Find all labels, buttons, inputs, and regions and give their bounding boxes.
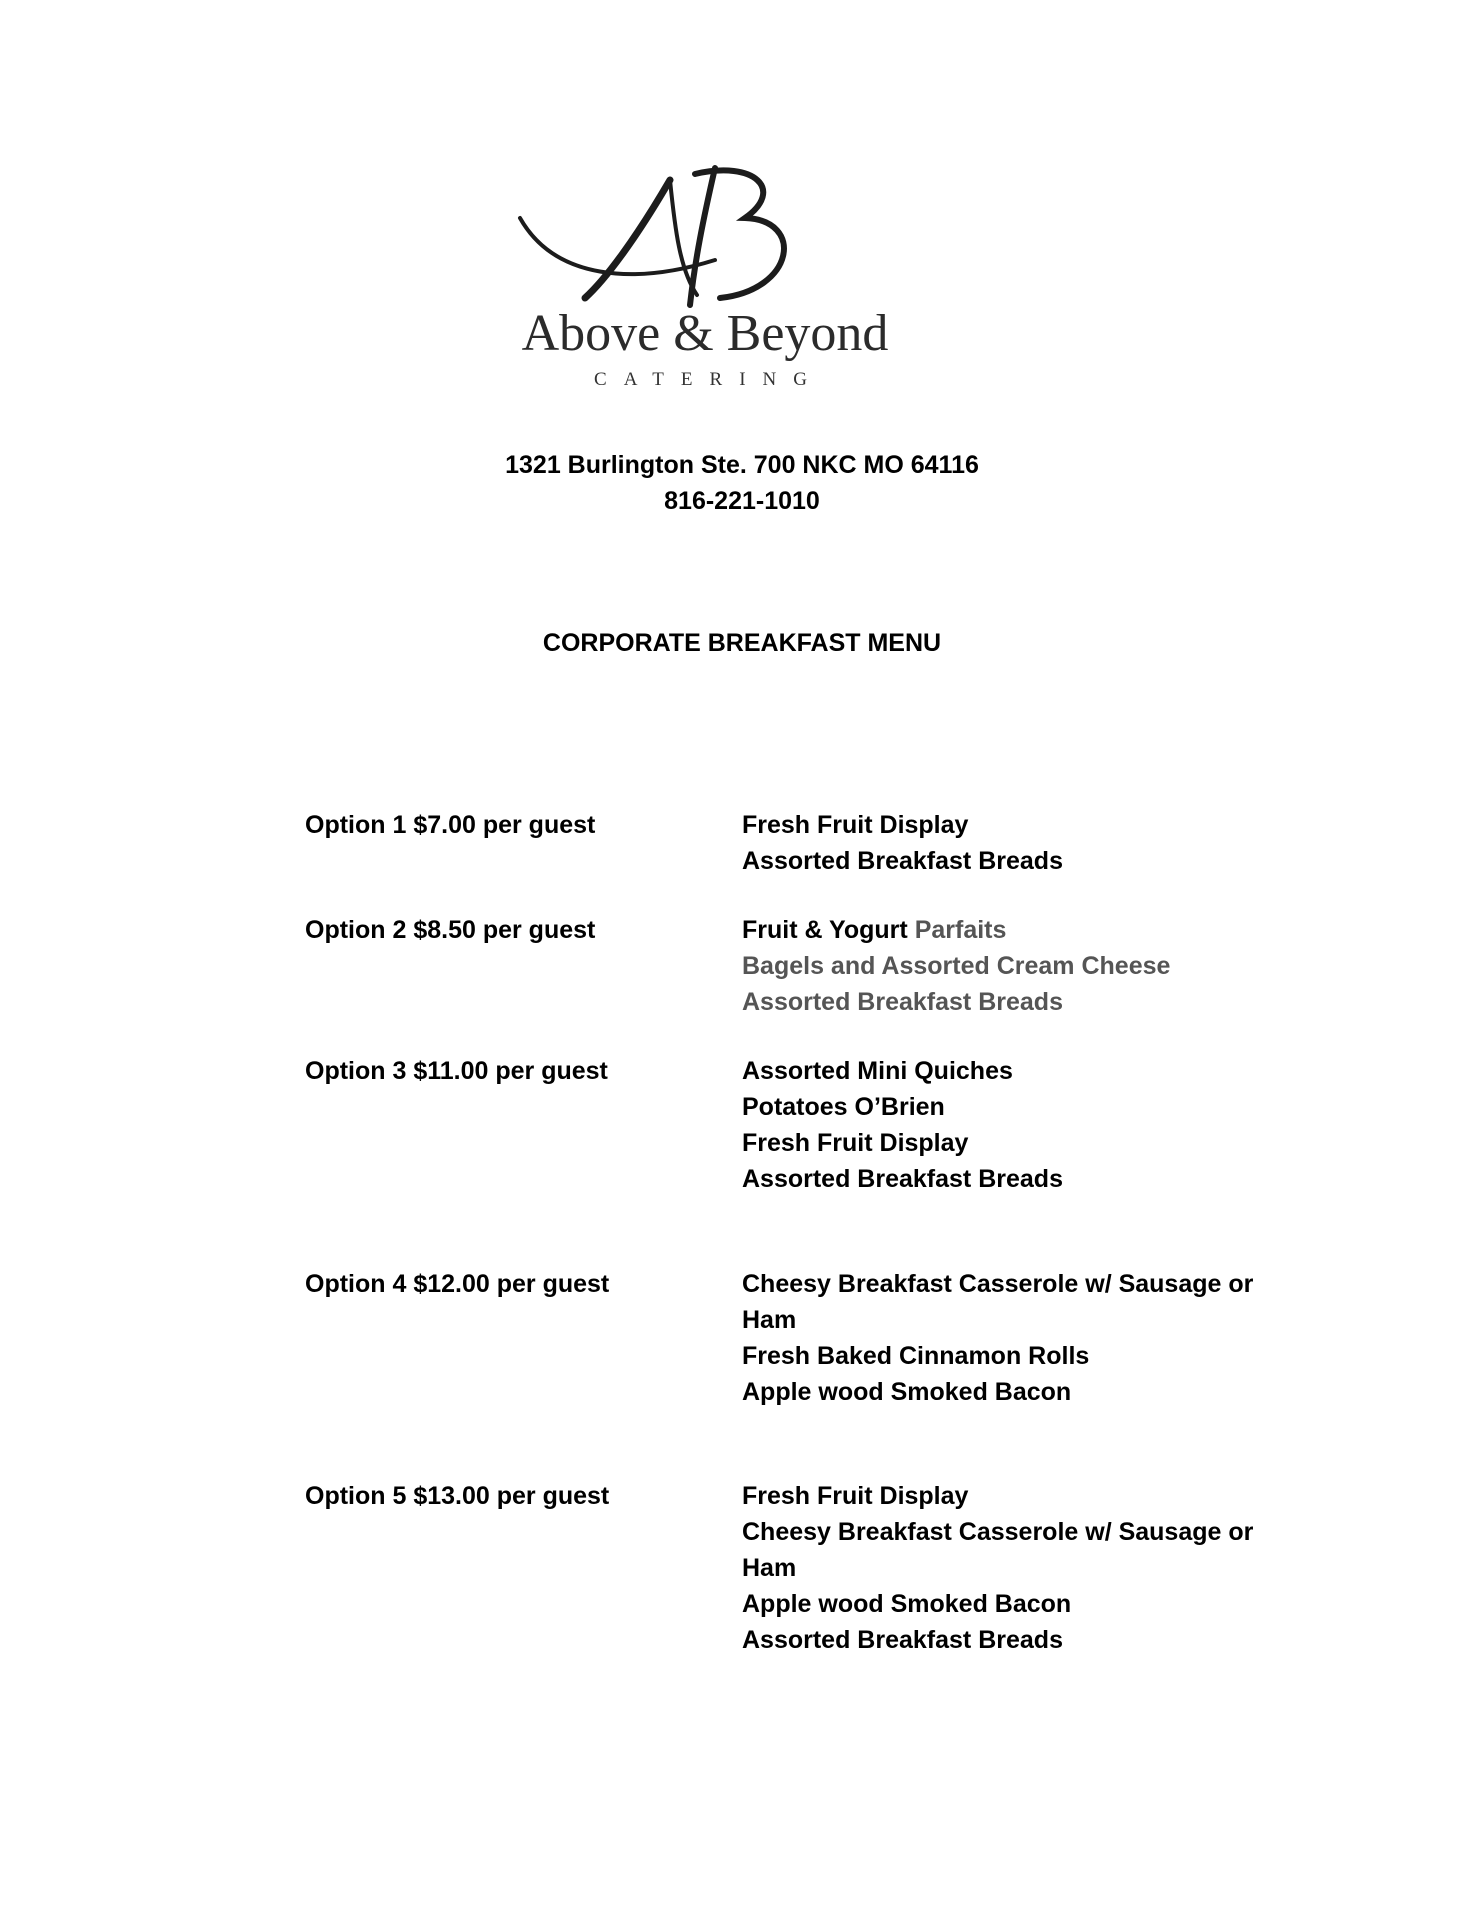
menu-item: Assorted Breakfast Breads <box>742 1165 1063 1193</box>
menu-item: Assorted Breakfast Breads <box>742 988 1063 1016</box>
menu-item: Cheesy Breakfast Casserole w/ Sausage or <box>742 1518 1254 1546</box>
option-items <box>742 1478 1262 1658</box>
option-label: Option 5 $13.00 per guest <box>305 1482 610 1510</box>
logo-subtitle: CATERING <box>594 369 824 390</box>
menu-item: Apple wood Smoked Bacon <box>742 1378 1072 1406</box>
option-items <box>742 1266 1262 1410</box>
menu-item: Apple wood Smoked Bacon <box>742 1590 1072 1618</box>
menu-item <box>742 912 1262 948</box>
option-label: Option 4 $12.00 per guest <box>305 1270 610 1298</box>
menu-item: Ham <box>742 1306 797 1334</box>
menu-item: Assorted Breakfast Breads <box>742 1626 1063 1654</box>
menu-item: Potatoes O’Brien <box>742 1093 945 1121</box>
menu-item: Assorted Breakfast Breads <box>742 847 1063 875</box>
phone-number: 816-221-1010 <box>664 487 820 515</box>
menu-title: CORPORATE BREAKFAST MENU <box>542 629 942 657</box>
menu-item: Bagels and Assorted Cream Cheese <box>742 952 1171 980</box>
contact-block <box>0 447 1484 519</box>
menu-item: Fresh Fruit Display <box>742 1129 969 1157</box>
option-items <box>742 912 1262 1020</box>
company-logo <box>515 160 895 400</box>
ab-monogram-logo <box>515 160 895 400</box>
menu-item-part: Parfaits <box>914 916 1007 944</box>
option-label: Option 2 $8.50 per guest <box>305 916 596 944</box>
menu-item: Fresh Fruit Display <box>742 1482 969 1510</box>
logo-name: Above & Beyond <box>521 305 889 362</box>
option-label: Option 1 $7.00 per guest <box>305 811 596 839</box>
option-items <box>742 1053 1262 1197</box>
menu-item: Fresh Baked Cinnamon Rolls <box>742 1342 1090 1370</box>
menu-item: Ham <box>742 1554 797 1582</box>
menu-item: Fresh Fruit Display <box>742 811 969 839</box>
menu-item-part: Fruit & Yogurt <box>742 916 908 944</box>
menu-item: Assorted Mini Quiches <box>742 1057 1013 1085</box>
menu-item: Cheesy Breakfast Casserole w/ Sausage or <box>742 1270 1254 1298</box>
option-items <box>742 807 1262 879</box>
option-label: Option 3 $11.00 per guest <box>305 1057 608 1085</box>
address: 1321 Burlington Ste. 700 NKC MO 64116 <box>505 451 979 479</box>
